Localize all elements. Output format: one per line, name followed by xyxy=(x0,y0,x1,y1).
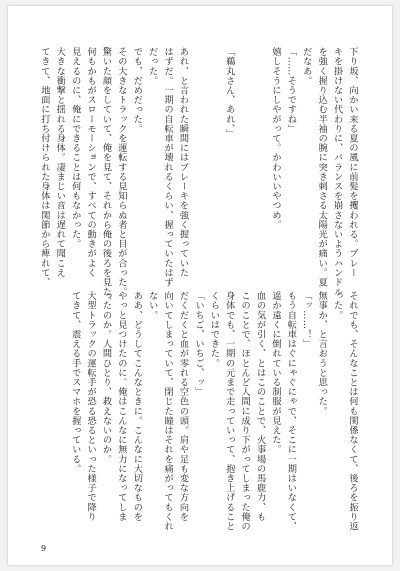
text-line: てきて、震える手でスマホを握っている。 xyxy=(69,291,81,474)
text-line: 向いてしまっていて、閉じた瞳はそれを痛がってもくれ xyxy=(162,291,174,531)
text-line: キを掛けない代わりに、バランスを崩さないようハンドル xyxy=(331,47,343,297)
text-line: 大きな衝撃と揺れる身体。凄まじい音は遅れて聞こえ xyxy=(54,47,66,278)
blank-line xyxy=(191,47,206,262)
text-line: ない。 xyxy=(146,291,158,320)
text-line: もう自転車はぐにゃぐにゃで、そこに一期はいなくて、 xyxy=(285,291,297,531)
text-line: 「ッ……！」 xyxy=(300,291,312,349)
text-line: あれ、と言われた瞬間にはブレーキを強く握っていた xyxy=(177,47,189,278)
text-line: 「いちご、いちご、ッ」 xyxy=(192,291,204,397)
text-line: 遥か遠くに倒れている制服が見えた。 xyxy=(269,291,281,455)
blank-line xyxy=(237,47,252,262)
text-line: くらいはできた。 xyxy=(208,291,220,368)
text-line: った。 xyxy=(331,291,343,320)
blank-line xyxy=(206,47,221,262)
lower-text-block xyxy=(67,291,360,531)
text-line: だくだくと血が零れる空色の頭。肩や足も変な方向を xyxy=(177,291,189,522)
text-line: それでも、そんなことは何も関係なくて、後ろを振り返 xyxy=(347,291,358,531)
text-line: ったのか。人間ひとり、救えないのか。 xyxy=(100,291,112,464)
text-line: 「……そうですね」 xyxy=(285,47,297,134)
text-line: だった。 xyxy=(146,47,158,86)
text-line: てきて、地面に打ち付けられた身体は関節から痺れて、 xyxy=(38,47,50,287)
text-line: でも、だめだった。 xyxy=(131,47,143,134)
text-line: 驚いた顔をしていて、俺を見て、それから俺の後ろを見た。 xyxy=(100,47,112,307)
text-line: だなあ。 xyxy=(300,47,312,86)
text-line: このことで、ほとんど人間に成り下がってしまった俺の xyxy=(239,291,251,531)
text-line: 何もかもがスローモーションで、すべての動きがよく xyxy=(85,47,97,278)
text-line: 身体でも、一期の元まで走っていって、抱き上げること xyxy=(223,291,235,531)
text-line: ああ、どうしてこんなときに。こんなに大切なものを xyxy=(131,291,143,522)
upper-text-block xyxy=(36,47,360,307)
text-line: を強く握り込む半袖の腕に突き刺さる太陽光が痛い。夏 xyxy=(316,47,328,287)
book-page xyxy=(8,6,392,565)
blank-line xyxy=(252,47,267,262)
text-line: 嬉しそうにしやがって。かわいいやつめ。 xyxy=(269,47,281,230)
text-line: その大きなトラックを運転する見知らぬ者と目が合った。 xyxy=(115,47,127,297)
text-line: 見えるのに、俺にできることは何もなかった。 xyxy=(69,47,81,249)
text-line: 血の気が引く、とはこのことで、火事場の馬鹿力、も xyxy=(254,291,266,522)
text-line: はずだ。一期の自転車が壊れるくらい、握っていたはず xyxy=(162,47,174,287)
text-line: 「鵜丸さん、あれ、」 xyxy=(223,47,235,139)
text-line: 大型トラックの運転手が恐る恐るといった様子で降り xyxy=(85,291,97,522)
text-line: 無事か、と言おうと思った。 xyxy=(316,291,328,416)
text-line: やっと見つけたのに。俺はこんなに無力になってしま xyxy=(115,291,127,522)
text-line: 下り坂、向かい来る夏の風に前髪を攫われる。ブレー xyxy=(347,47,358,278)
page-number: 9 xyxy=(41,544,47,553)
